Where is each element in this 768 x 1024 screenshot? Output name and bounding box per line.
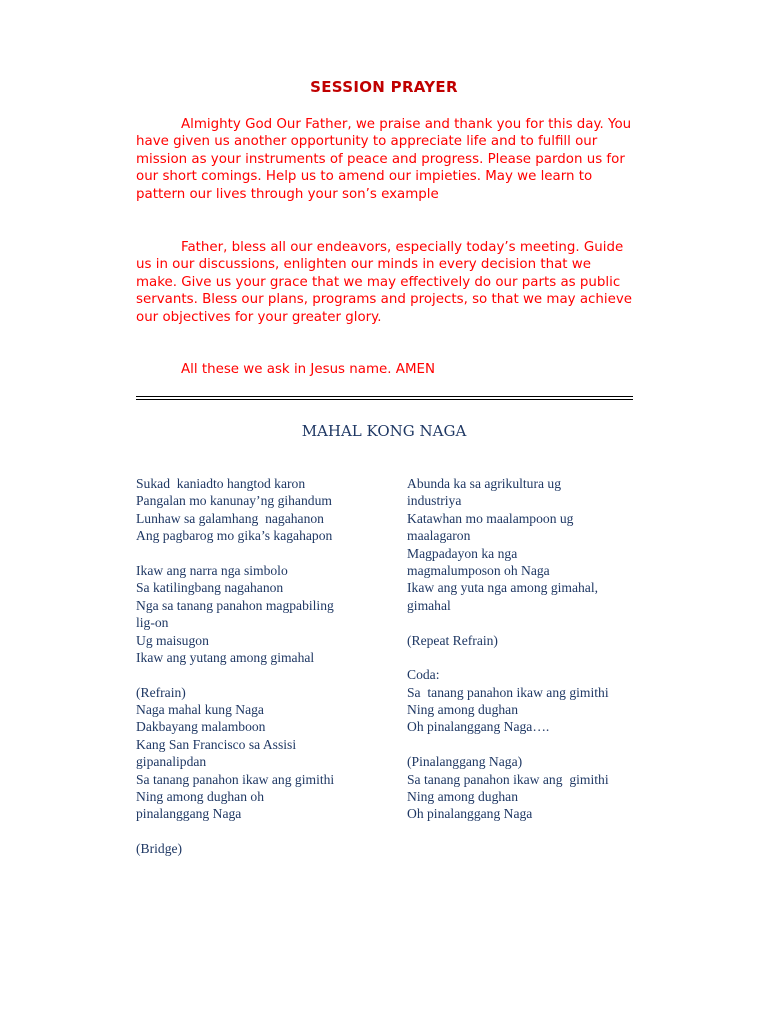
prayer-title: SESSION PRAYER xyxy=(310,78,458,96)
lyric-line: lig-on xyxy=(136,615,169,631)
lyric-line: Kang San Francisco sa Assisi xyxy=(136,736,297,752)
lyric-line: Ikaw ang yutang among gimahal xyxy=(136,649,315,665)
lyric-line: Ning among dughan xyxy=(407,789,519,805)
lyric-line: Sa tanang panahon ikaw ang gimithi xyxy=(407,771,609,787)
lyric-line: Ning among dughan oh xyxy=(136,789,264,805)
section-divider xyxy=(136,399,633,400)
lyric-line xyxy=(407,649,647,666)
lyric-line: Ug maisugon xyxy=(136,632,209,648)
lyric-line: gimahal xyxy=(407,597,451,613)
lyric-line: Lunhaw sa galamhang nagahanon xyxy=(136,510,324,526)
lyric-line: Dakbayang malamboon xyxy=(136,719,266,735)
lyric-line: magmalumposon oh Naga xyxy=(407,562,550,578)
lyric-line: Oh pinalanggang Naga…. xyxy=(407,719,550,735)
lyric-line xyxy=(407,736,647,753)
lyric-line: pinalanggang Naga xyxy=(136,806,242,822)
lyric-line: Abunda ka sa agrikultura ug xyxy=(407,476,562,491)
section-divider xyxy=(136,396,633,397)
prayer-paragraph xyxy=(136,239,636,326)
lyric-line: Ikaw ang narra nga simbolo xyxy=(136,562,288,578)
lyric-line: Nga sa tanang panahon magpabiling xyxy=(136,597,334,613)
prayer-paragraph-text: Father, bless all our endeavors, especially today’s meeting. Guide us in our discussions, enlighten our minds in every decision that we make. Give us your grace that we may effectively do our parts as public servants. Bless our plans, programs and projects, so that we may achieve our objectives for your greater glory. xyxy=(136,240,633,325)
lyrics-left-column xyxy=(136,475,376,858)
lyric-line: maalagaron xyxy=(407,528,471,544)
lyric-line xyxy=(136,823,376,840)
lyric-line: (Repeat Refrain) xyxy=(407,632,498,648)
prayer-paragraph xyxy=(136,116,636,203)
lyric-line: (Bridge) xyxy=(136,841,183,857)
lyric-line: Sa katilingbang nagahanon xyxy=(136,580,284,596)
lyric-line: Coda: xyxy=(407,667,440,683)
prayer-closing xyxy=(136,361,636,378)
lyric-line: Magpadayon ka nga xyxy=(407,545,518,561)
lyric-line: (Refrain) xyxy=(136,684,186,700)
prayer-closing-text: All these we ask in Jesus name. AMEN xyxy=(181,362,435,377)
lyric-line: Katawhan mo maalampoon ug xyxy=(407,510,574,526)
lyric-line: Pangalan mo kanunay’ng gihandum xyxy=(136,493,332,509)
lyric-line: gipanalipdan xyxy=(136,754,207,770)
prayer-paragraph-text: Almighty God Our Father, we praise and thank you for this day. You have given us another opportunity to appreciate life and to fulfill our mission as your instruments of peace and progress. Please pardon us for our short comings. Help us to amend our impieties. May we learn to pattern our lives through your son’s example xyxy=(136,117,632,202)
lyric-line: Naga mahal kung Naga xyxy=(136,702,264,718)
lyric-line xyxy=(136,545,376,562)
lyric-line: Oh pinalanggang Naga xyxy=(407,806,533,822)
lyric-line xyxy=(407,614,647,631)
lyric-line: (Pinalanggang Naga) xyxy=(407,754,523,770)
lyric-line: Ikaw ang yuta nga among gimahal, xyxy=(407,580,599,596)
lyric-line: Sa tanang panahon ikaw ang gimithi xyxy=(136,771,335,787)
lyric-line: Sukad kaniadto hangtod karon xyxy=(136,476,306,491)
lyrics-right-column xyxy=(407,475,647,823)
lyric-line: Ning among dughan xyxy=(407,702,519,718)
lyric-line xyxy=(136,666,376,683)
lyric-line: industriya xyxy=(407,493,462,509)
lyric-line: Ang pagbarog mo gika’s kagahapon xyxy=(136,528,333,544)
song-title: MAHAL KONG NAGA xyxy=(301,422,467,440)
lyric-line: Sa tanang panahon ikaw ang gimithi xyxy=(407,684,609,700)
